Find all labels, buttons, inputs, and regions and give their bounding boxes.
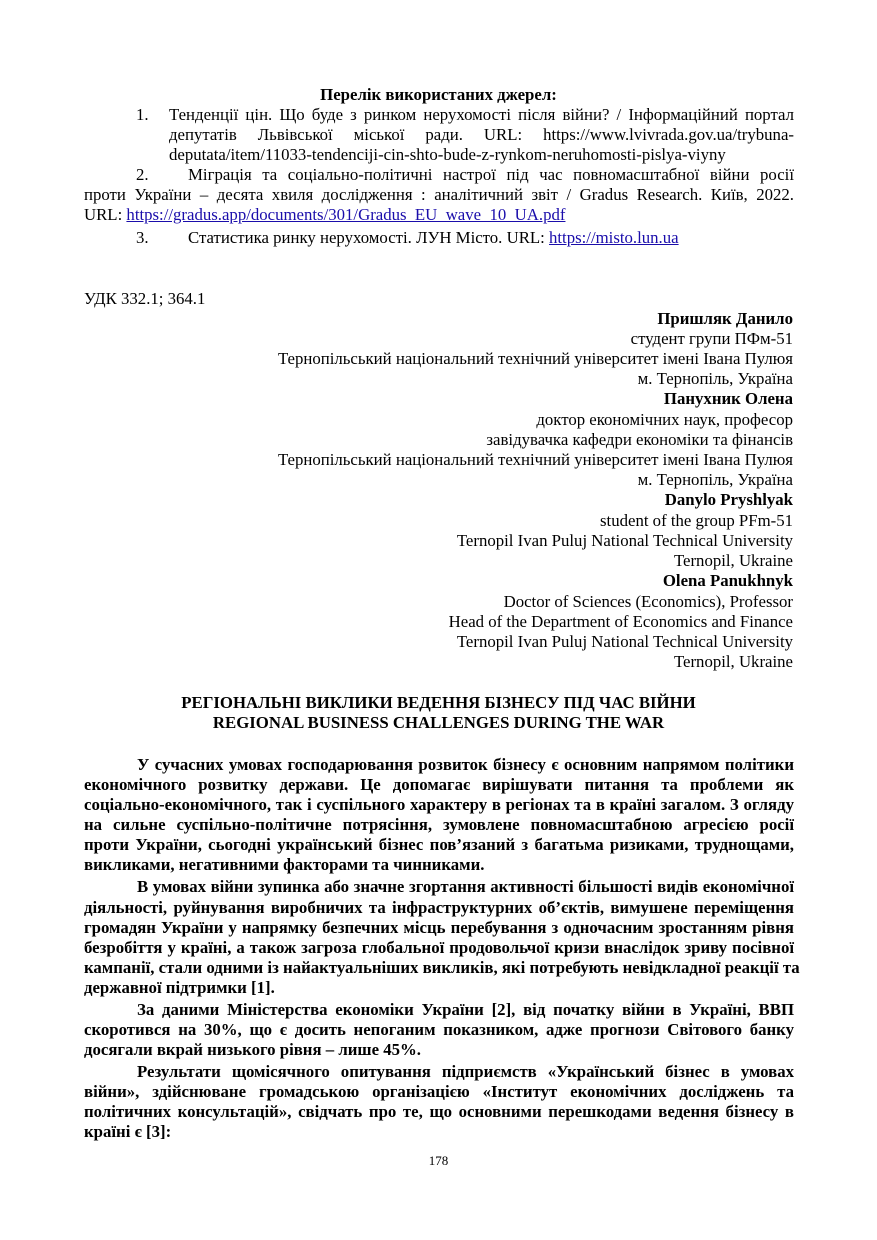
reference-3-link[interactable]: https://misto.lun.ua xyxy=(549,228,679,247)
author-2-name: Панухник Олена xyxy=(663,389,793,408)
reference-1-number: 1. xyxy=(136,105,149,124)
paragraph-4-line-4: країні є [3]: xyxy=(84,1122,172,1141)
reference-2-line-3 xyxy=(84,205,794,225)
reference-2-link[interactable]: https://gradus.app/documents/301/Gradus_EU_wave_10_UA.pdf xyxy=(126,205,566,224)
author-4-name: Olena Panukhnyk xyxy=(662,571,793,590)
reference-2-number: 2. xyxy=(136,165,149,184)
author-4-line-4: Ternopil, Ukraine xyxy=(673,652,793,671)
author-1-line-1: студент групи ПФм-51 xyxy=(630,329,793,348)
paragraph-3-line-1: За даними Міністерства економіки України [2], від початку війни в Україні, ВВП xyxy=(137,1000,794,1019)
paragraph-2-line-3: громадян України у напрямку безпечних місць перебування з одночасним зростанням рівня xyxy=(84,918,794,937)
paragraph-1-line-4: на сильне суспільно-політичне потрясіння, зумовлене повномасштабною агресією росії xyxy=(84,815,794,834)
reference-1-line-1: Тенденції цін. Що буде з ринком нерухомості після війни? / Інформаційний портал xyxy=(169,105,794,124)
paragraph-2-line-2: діяльності, руйнування виробничих та інфраструктурних об’єктів, вимушене переміщення xyxy=(84,898,794,917)
author-3-line-2: Ternopil Ivan Puluj National Technical University xyxy=(456,531,793,550)
author-3-line-1: student of the group PFm-51 xyxy=(600,511,793,530)
paragraph-3-line-3: досягали вкрай низького рівня – лише 45%. xyxy=(84,1040,421,1059)
paragraph-1-line-2: економічного розвитку держави. Це допомагає вирішувати питання та проблеми як xyxy=(84,775,794,794)
author-4-line-2: Head of the Department of Economics and Finance xyxy=(448,612,793,631)
paragraph-2-line-4: безробіття у країні, а також загроза глобальної продовольчої кризи внаслідок зриву посівної xyxy=(84,938,794,957)
reference-3-line xyxy=(188,228,679,248)
reference-1-line-3: deputata/item/11033-tendenciji-cin-shto-bude-z-rynkom-neruhomosti-pislya-viyny xyxy=(169,145,726,164)
author-4-line-1: Doctor of Sciences (Economics), Professor xyxy=(503,592,793,611)
article-title-en: REGIONAL BUSINESS CHALLENGES DURING THE WAR xyxy=(212,713,665,732)
reference-3-text: Статистика ринку нерухомості. ЛУН Місто. URL: xyxy=(188,228,549,247)
reference-3-number: 3. xyxy=(136,228,149,247)
author-4-line-3: Ternopil Ivan Puluj National Technical University xyxy=(456,632,793,651)
paragraph-4-line-2: війни», здійснюване громадською організацією «Інститут економічних досліджень та xyxy=(84,1082,794,1101)
reference-2-url-prefix: URL: xyxy=(84,205,127,224)
article-title-ua: РЕГІОНАЛЬНІ ВИКЛИКИ ВЕДЕННЯ БІЗНЕСУ ПІД ЧАС ВІЙНИ xyxy=(181,693,696,712)
paragraph-1-line-3: соціально-економічного, так і суспільного характеру в регіонах та в країні загалом. З огляду xyxy=(84,795,794,814)
paragraph-1-line-6: викликами, негативними факторами та чинниками. xyxy=(84,855,485,874)
paragraph-2-line-6: державної підтримки [1]. xyxy=(84,978,275,997)
paragraph-2-line-5: кампанії, стали одними із найактуальніших викликів, які потребують невідкладної реакції та xyxy=(84,958,800,977)
paragraph-4-line-3: політичних консультацій», свідчать про те, що основними перешкодами ведення бізнесу в xyxy=(84,1102,794,1121)
reference-2-line-2: проти України – десята хвиля дослідження : аналітичний звіт / Gradus Research. Київ, 2022. xyxy=(84,185,794,204)
paragraph-1-line-1: У сучасних умовах господарювання розвиток бізнесу є основним напрямом політики xyxy=(137,755,794,774)
paragraph-4-line-1: Результати щомісячного опитування підприємств «Український бізнес в умовах xyxy=(137,1062,794,1081)
author-2-line-2: завідувачка кафедри економіки та фінансів xyxy=(486,430,793,449)
paragraph-3-line-2: скоротився на 30%, що є досить непоганим показником, адже прогнози Світового банку xyxy=(84,1020,794,1039)
author-1-line-3: м. Тернопіль, Україна xyxy=(637,369,793,388)
udk-code: УДК 332.1; 364.1 xyxy=(84,289,206,308)
references-heading: Перелік використаних джерел: xyxy=(320,85,557,104)
reference-2-line-1: Міграція та соціально-політичні настрої під час повномасштабної війни росії xyxy=(188,165,794,184)
reference-1-line-2: депутатів Львівської міської ради. URL: https://www.lvivrada.gov.ua/trybuna- xyxy=(169,125,794,144)
author-2-line-3: Тернопільський національний технічний університет імені Івана Пулюя xyxy=(277,450,793,469)
paragraph-1-line-5: проти України, сьогодні український бізнес пов’язаний з багатьма ризиками, труднощами, xyxy=(84,835,794,854)
author-1-line-2: Тернопільський національний технічний університет імені Івана Пулюя xyxy=(277,349,793,368)
author-1-name: Пришляк Данило xyxy=(657,309,793,328)
author-3-name: Danylo Pryshlyak xyxy=(664,490,793,509)
author-3-line-3: Ternopil, Ukraine xyxy=(673,551,793,570)
page-number: 178 xyxy=(428,1153,449,1168)
author-2-line-1: доктор економічних наук, професор xyxy=(536,410,793,429)
paragraph-2-line-1: В умовах війни зупинка або значне згортання активності більшості видів економічної xyxy=(137,877,794,896)
author-2-line-4: м. Тернопіль, Україна xyxy=(637,470,793,489)
